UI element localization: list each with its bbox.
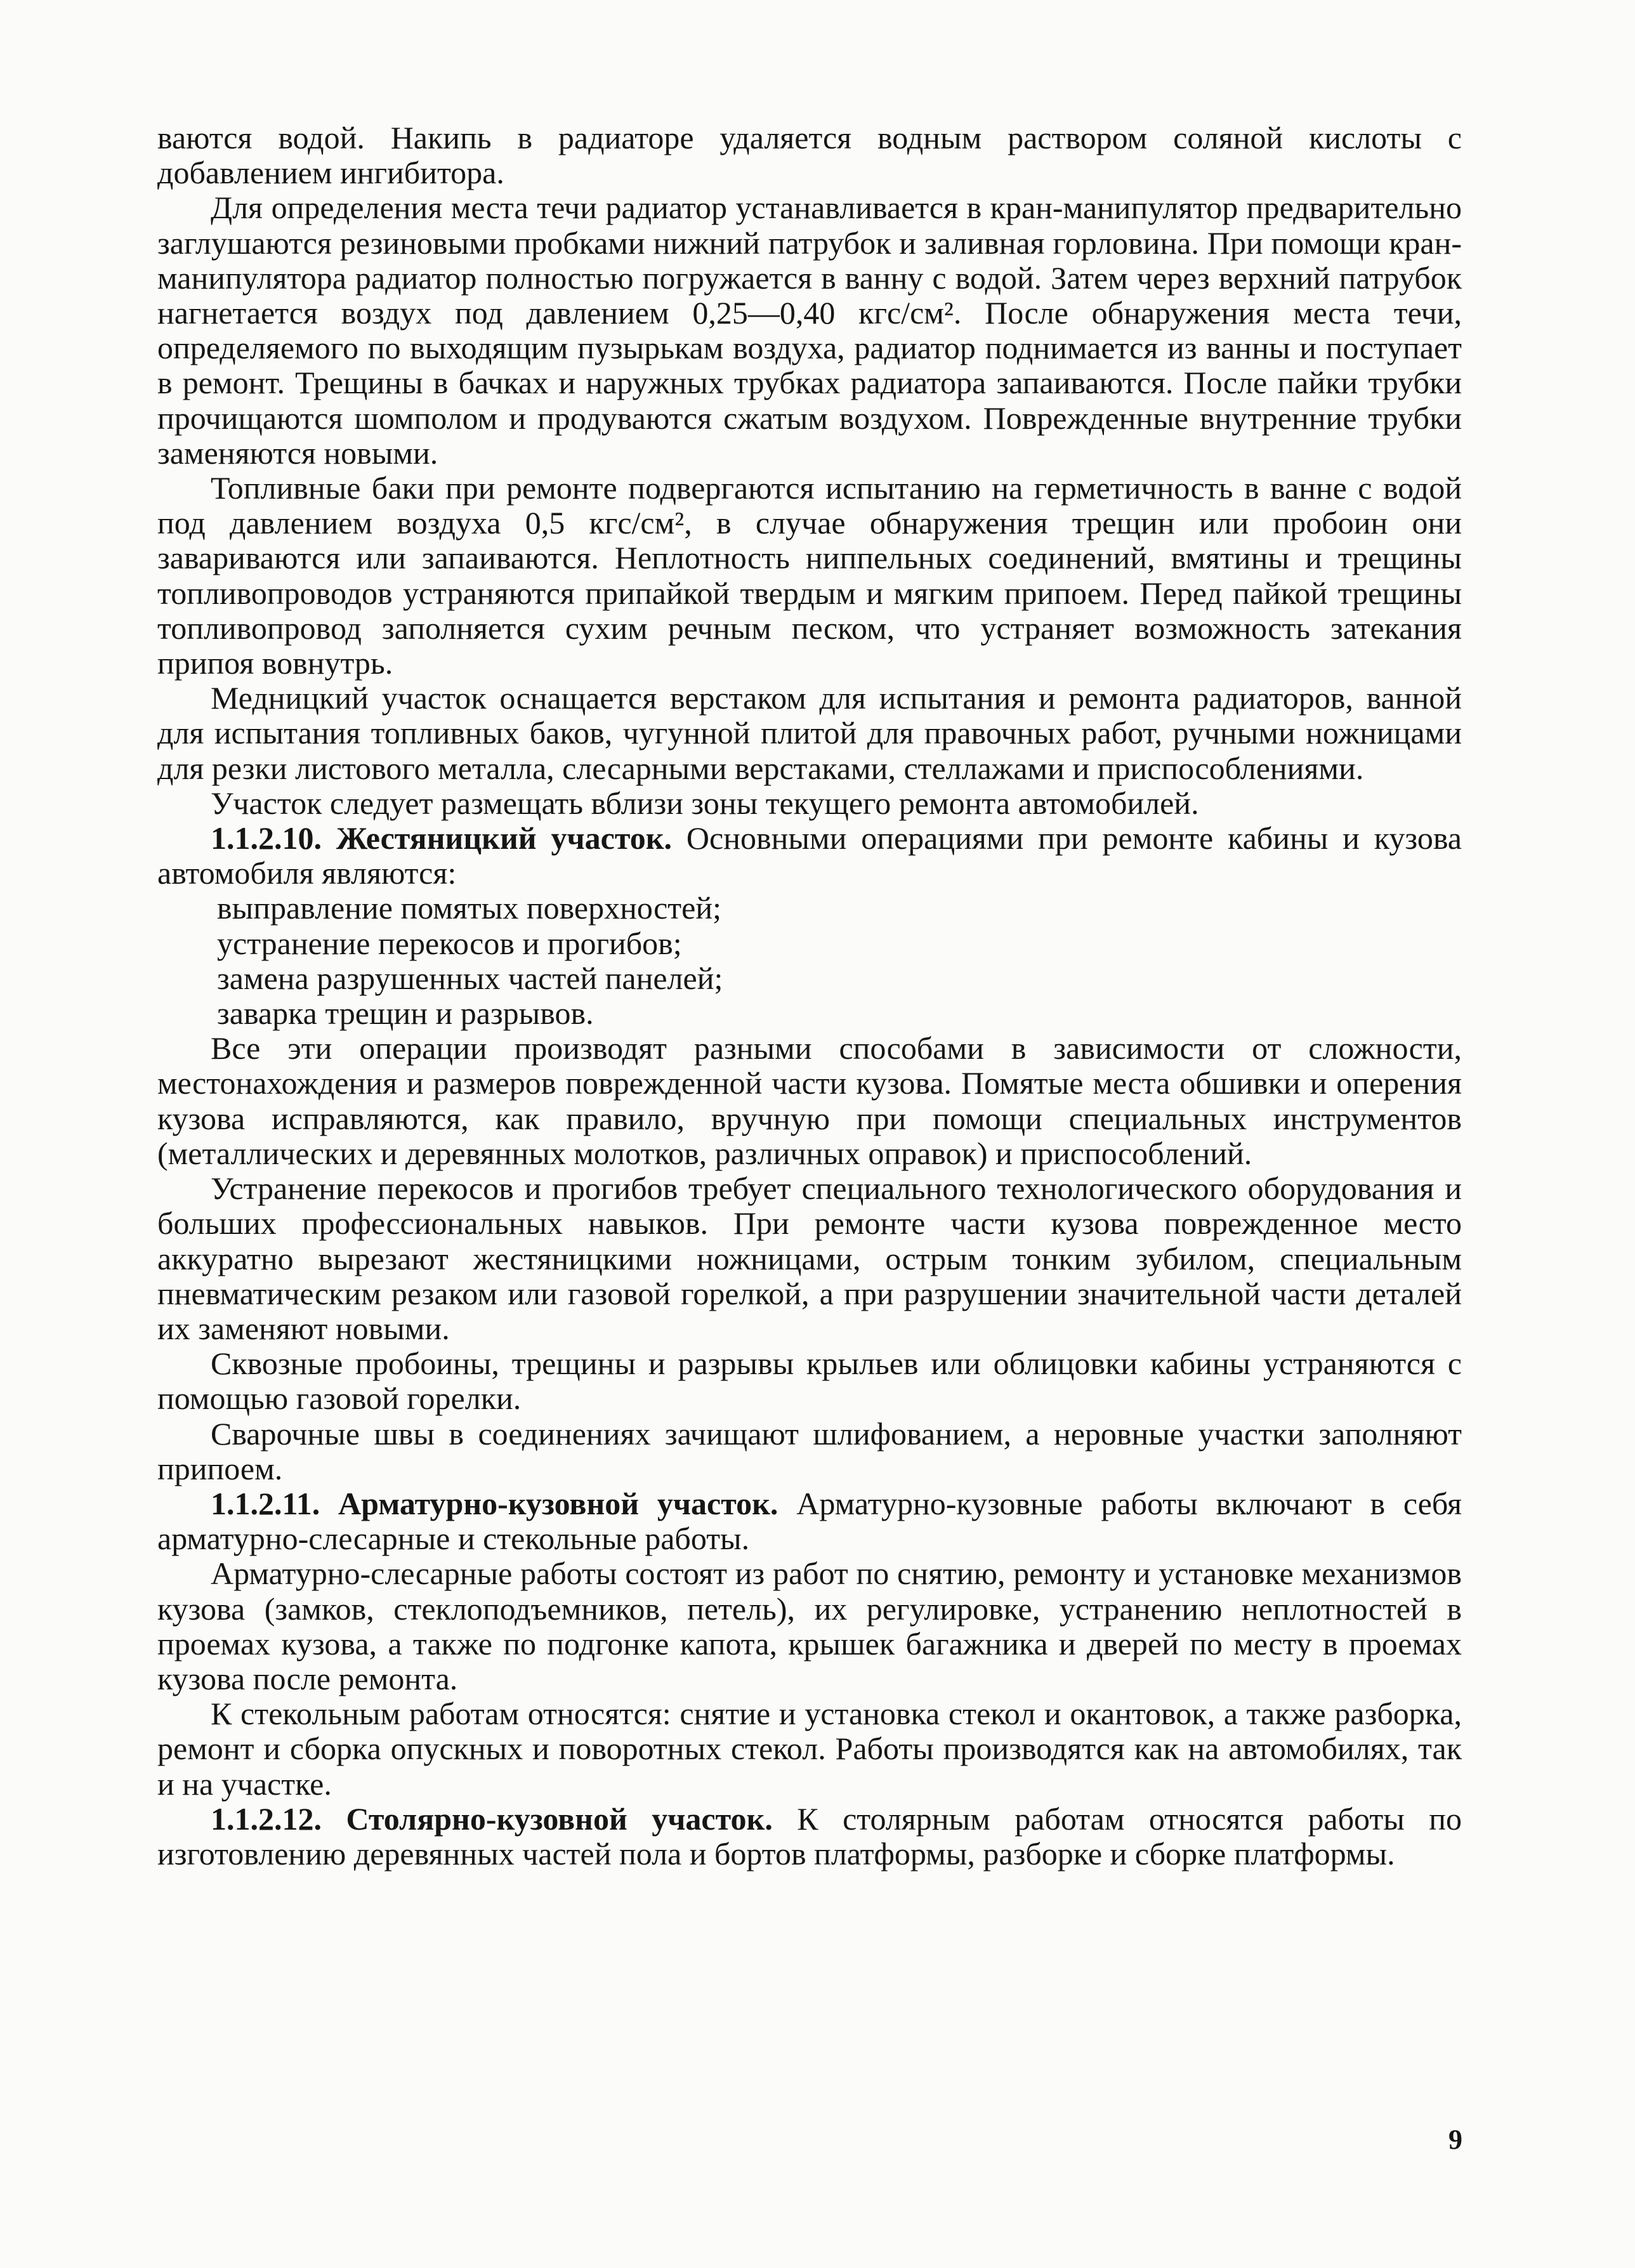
paragraph-fitting-works: Арматурно-слесарные работы состоят из работ по снятию, ремонту и установке механизмов кузова (замков, стеклоподъемников, петель), их регулировке, устранению неплотностей в проемах кузова, а также по подгонке капота, крышек багажника и дверей по месту в проемах кузова после ремонта.	[157, 1556, 1462, 1696]
section-number: 1.1.2.12.	[211, 1800, 322, 1837]
paragraph-leak-detection: Для определения места течи радиатор устанавливается в кран-манипулятор предварительно заглушаются резиновыми пробками нижний патрубок и заливная горловина. При помощи кран-манипулятора радиатор полностью погружается в ванну с водой. Затем через верхний патрубок нагнетается воздух под давлением 0,25—0,40 кгс/см². После обнаружения места течи, определяемого по выходящим пузырькам воздуха, радиатор поднимается из ванны и поступает в ремонт. Трещины в бачках и наружных трубках радиатора запаиваются. После пайки трубки прочищаются шомполом и продуваются сжатым воздухом. Поврежденные внутренние трубки заменяются новыми.	[157, 190, 1462, 471]
section-heading-fittings-body	[157, 1486, 1462, 1556]
paragraph-weld-seams: Сварочные швы в соединениях зачищают шлифованием, а неровные участки заполняют припоем.	[157, 1415, 1462, 1486]
section-heading-carpentry-body	[157, 1802, 1462, 1871]
section-intro: Арматурно-кузовные работы включают в себя арматурно-слесарные и стекольные работы.	[157, 1485, 1462, 1557]
paragraph-through-holes: Сквозные пробоины, трещины и разрывы крыльев или облицовки кабины устраняются с помощью газовой горелки.	[157, 1346, 1462, 1417]
section-intro: Основными операциями при ремонте кабины и кузова автомобиля являются:	[157, 820, 1462, 891]
section-number: 1.1.2.11.	[211, 1485, 320, 1521]
section-number: 1.1.2.10.	[211, 820, 322, 856]
list-item: устранение перекосов и прогибов;	[217, 925, 682, 961]
section-intro: К столярным работам относятся работы по изготовлению деревянных частей пола и бортов платформы, разборке и сборке платформы.	[157, 1800, 1462, 1871]
list-item: заварка трещин и разрывов.	[217, 995, 594, 1032]
paragraph-section-placement: Участок следует размещать вблизи зоны текущего ремонта автомобилей.	[211, 785, 1199, 821]
paragraph-skew-repair: Устранение перекосов и прогибов требует специального технологического оборудования и больших профессиональных навыков. При ремонте части кузова поврежденное место аккуратно вырезают жестяницкими ножницами, острым тонким зубилом, специальным пневматическим резаком или газовой горелкой, а при разрушении значительной части деталей их заменяют новыми.	[157, 1170, 1462, 1346]
paragraph-operations-methods: Все эти операции производят разными способами в зависимости от сложности, местонахождения и размеров поврежденной части кузова. Помятые места обшивки и оперения кузова исправляются, как правило, вручную при помощи специальных инструментов (металлических и деревянных молотков, различных оправок) и приспособлений.	[157, 1030, 1462, 1171]
section-title: Жестяницкий участок.	[336, 820, 673, 856]
list-item: замена разрушенных частей панелей;	[217, 960, 723, 996]
paragraph-fuel-tanks: Топливные баки при ремонте подвергаются испытанию на герметичность в ванне с водой под давлением воздуха 0,5 кгс/см², в случае обнаружения трещин или пробоин они завариваются или запаиваются. Неплотность ниппельных соединений, вмятины и трещины топливопроводов устраняются припайкой твердым и мягким припоем. Перед пайкой трещины топливопровод заполняется сухим речным песком, что устраняет возможность затекания припоя вовнутрь.	[157, 470, 1462, 681]
paragraph-coppersmith-equipment: Медницкий участок оснащается верстаком для испытания и ремонта радиаторов, ванной для испытания топливных баков, чугунной плитой для правочных работ, ручными ножницами для резки листового металла, слесарными верстаками, стеллажами и приспособлениями.	[157, 680, 1462, 786]
paragraph-glass-works: К стекольным работам относятся: снятие и установка стекол и окантовок, а также разборка, ремонт и сборка опускных и поворотных стекол. Работы производятся как на автомобилях, так и на участке.	[157, 1696, 1462, 1802]
body-text	[157, 121, 1462, 1871]
paragraph-radiator-scale: ваются водой. Накипь в радиаторе удаляется водным раствором соляной кислоты с добавлением ингибитора.	[157, 120, 1462, 191]
page-number: 9	[1448, 2124, 1462, 2155]
section-title: Арматурно-кузовной участок.	[338, 1485, 778, 1521]
section-heading-tinsmith	[157, 821, 1462, 891]
section-title: Столярно-кузовной участок.	[346, 1800, 773, 1837]
list-item: выправление помятых поверхностей;	[217, 890, 721, 926]
